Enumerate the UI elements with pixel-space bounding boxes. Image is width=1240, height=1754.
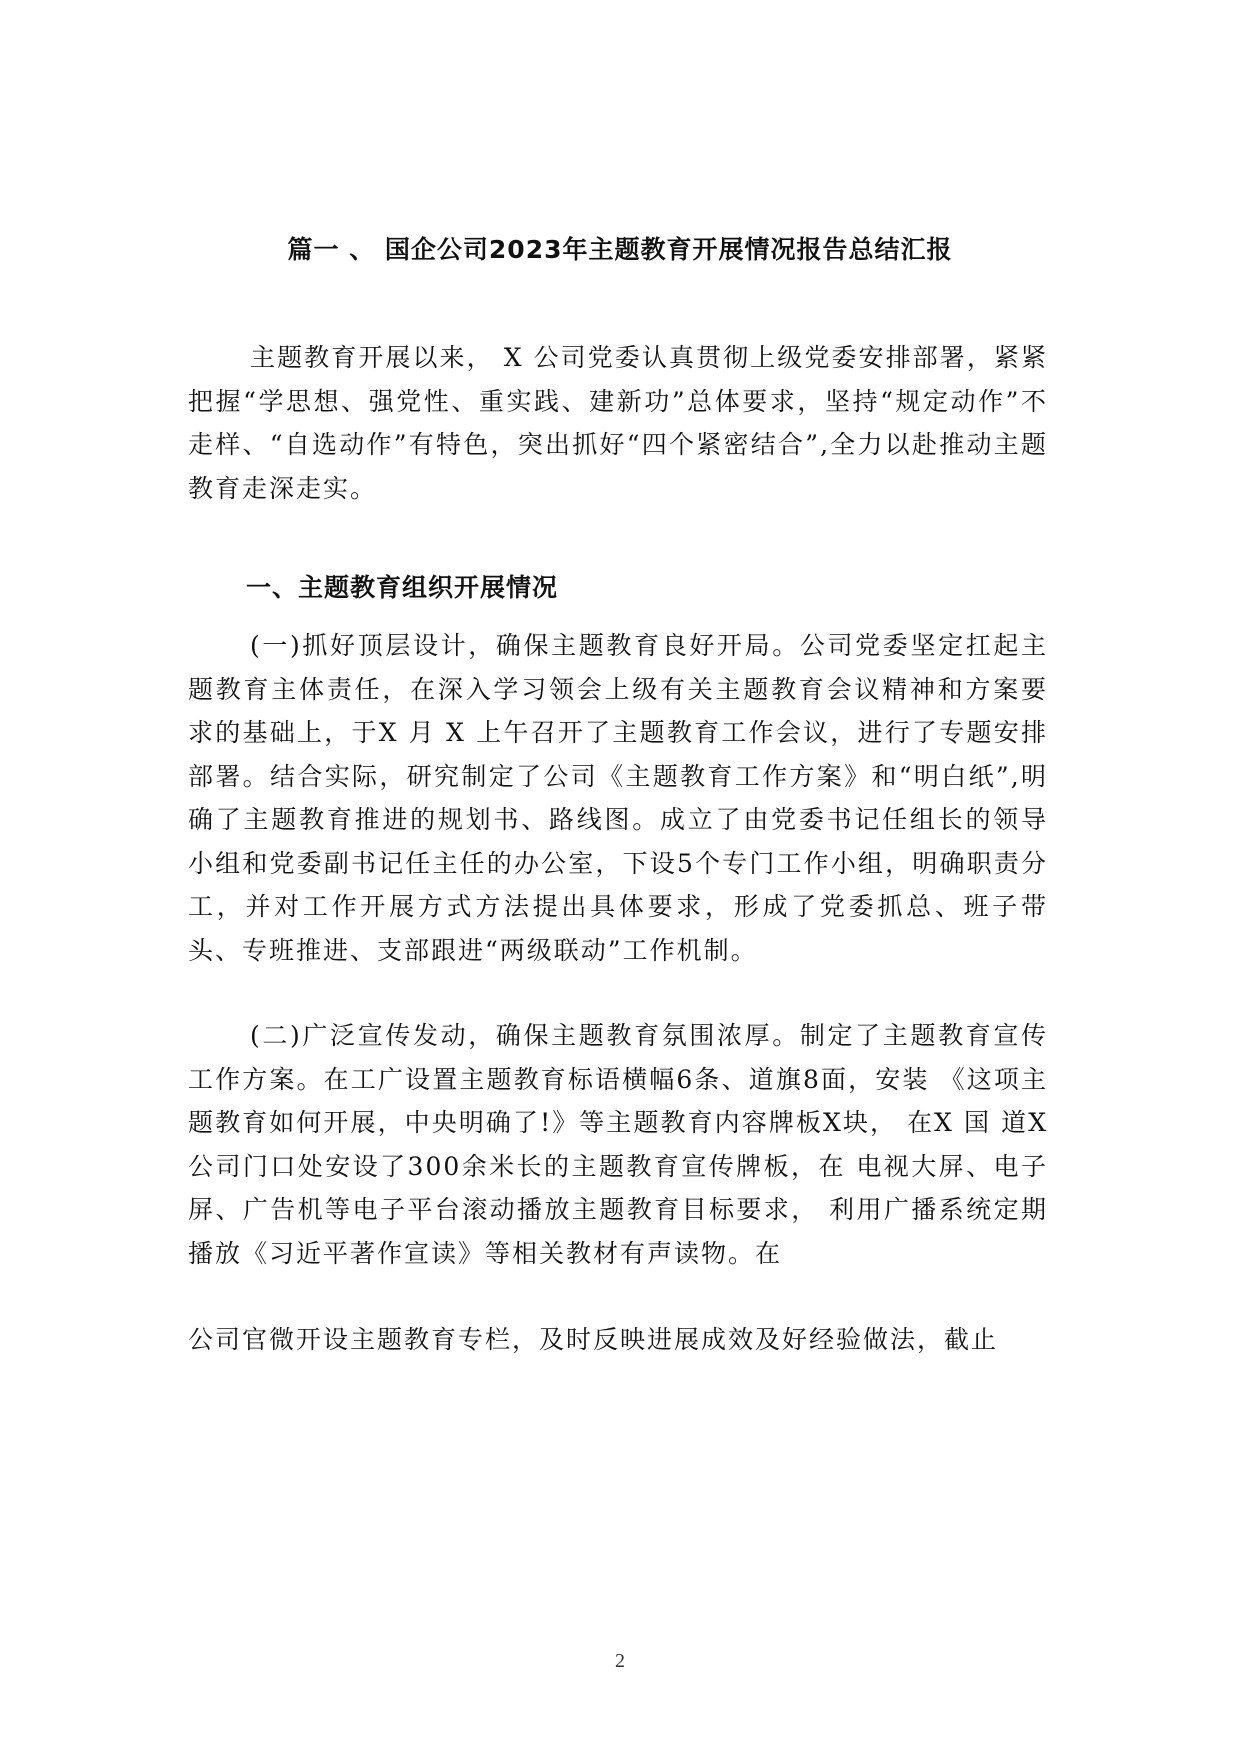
page-number: 2 [615, 1650, 625, 1672]
section-heading: 一、主题教育组织开展情况 [246, 573, 559, 602]
paragraph-publicity: (二)广泛宣传发动，确保主题教育氛围浓厚。制定了主题教育宣传工作方案。在工广设置主题教育标语横幅6条、道旗8面，安装 《这项主题教育如何开展，中央明确了!》等主题教育内容牌板X块， 在X 国 道X 公司门口处安设了300余米长的主题教育宣传牌板，在 电视大屏、电子屏、广告机等电子平台滚动播放主题教育目标要求， 利用广播系统定期播放《习近平著作宣读》等相关教材有声读物。在 [188, 1021, 1048, 1268]
document-title: 篇一 、 国企公司2023年主题教育开展情况报告总结汇报 [287, 235, 953, 264]
intro-paragraph: 主题教育开展以来， X 公司党委认真贯彻上级党委安排部署，紧紧把握“学思想、强党性、重实践、建新功”总体要求，坚持“规定动作”不走样、“自选动作”有特色，突出抓好“四个紧密结合”,全力以赴推动主题教育走深走实。 [188, 343, 1048, 503]
paragraph-top-level-design: (一)抓好顶层设计，确保主题教育良好开局。公司党委坚定扛起主题教育主体责任，在深入学习领会上级有关主题教育会议精神和方案要求的基础上，于X 月 X 上午召开了主题教育工作会议，进行了专题安排部署。结合实际，研究制定了公司《主题教育工作方案》和“明白纸”,明确了主题教育推进的规划书、路线图。成立了由党委书记任组长的领导小组和党委副书记任主任的办公室，下设5个专门工作小组，明确职责分工，并对工作开展方式方法提出具体要求，形成了党委抓总、班子带头、专班推进、支部跟进“两级联动”工作机制。 [188, 631, 1048, 965]
paragraph-continuation: 公司官微开设主题教育专栏，及时反映进展成效及好经验做法，截止 [188, 1325, 999, 1354]
